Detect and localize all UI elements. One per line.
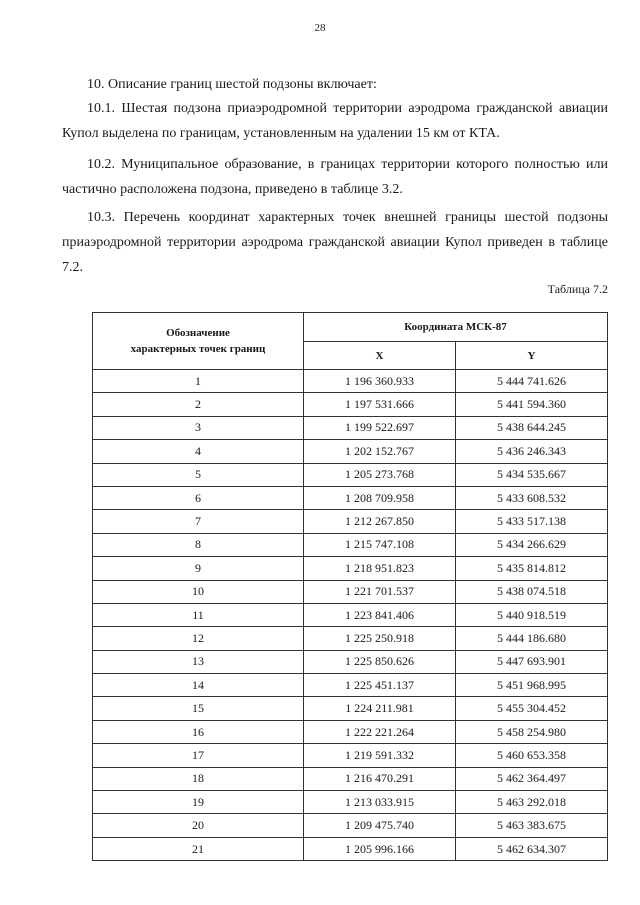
cell-y: 5 433 517.138 (456, 510, 608, 533)
cell-y: 5 458 254.980 (456, 720, 608, 743)
cell-point-number: 20 (93, 814, 304, 837)
cell-y: 5 462 364.497 (456, 767, 608, 790)
cell-point-number: 10 (93, 580, 304, 603)
cell-y: 5 444 741.626 (456, 370, 608, 393)
cell-y: 5 451 968.995 (456, 674, 608, 697)
cell-y: 5 440 918.519 (456, 603, 608, 626)
cell-x: 1 219 591.332 (304, 744, 456, 767)
cell-y: 5 438 074.518 (456, 580, 608, 603)
cell-y: 5 436 246.343 (456, 440, 608, 463)
paragraph-10-2 (62, 152, 608, 202)
cell-point-number: 15 (93, 697, 304, 720)
cell-point-number: 14 (93, 674, 304, 697)
table-row (93, 486, 608, 509)
cell-point-number: 12 (93, 627, 304, 650)
cell-y: 5 455 304.452 (456, 697, 608, 720)
coordinates-table (92, 312, 608, 861)
table-row (93, 533, 608, 556)
cell-x: 1 221 701.537 (304, 580, 456, 603)
paragraph-10-1 (62, 96, 608, 146)
header-name-line1: Обозначение (166, 327, 230, 339)
table-body (93, 370, 608, 861)
cell-x: 1 196 360.933 (304, 370, 456, 393)
cell-point-number: 2 (93, 393, 304, 416)
header-name-line2: характерных точек границ (130, 343, 266, 355)
cell-x: 1 225 451.137 (304, 674, 456, 697)
cell-point-number: 4 (93, 440, 304, 463)
header-point-designation (93, 313, 304, 370)
cell-x: 1 202 152.767 (304, 440, 456, 463)
cell-y: 5 441 594.360 (456, 393, 608, 416)
cell-x: 1 197 531.666 (304, 393, 456, 416)
cell-x: 1 225 250.918 (304, 627, 456, 650)
table-row (93, 814, 608, 837)
cell-x: 1 205 996.166 (304, 837, 456, 860)
cell-point-number: 3 (93, 416, 304, 439)
cell-point-number: 11 (93, 603, 304, 626)
table-row (93, 440, 608, 463)
paragraph-text: 10.1. Шестая подзона приаэродромной территории аэродрома гражданской авиации Купол выделена по границам, установленным на удалении 15 км от КТА. (62, 101, 608, 141)
paragraph-text: 10.2. Муниципальное образование, в границах территории которого полностью или частично расположена подзона, приведено в таблице 3.2. (62, 157, 608, 197)
cell-x: 1 225 850.626 (304, 650, 456, 673)
cell-y: 5 438 644.245 (456, 416, 608, 439)
table-row (93, 627, 608, 650)
table-row (93, 767, 608, 790)
cell-y: 5 463 383.675 (456, 814, 608, 837)
table-row (93, 580, 608, 603)
table-row (93, 697, 608, 720)
header-x: X (304, 342, 456, 370)
table-row (93, 557, 608, 580)
cell-x: 1 212 267.850 (304, 510, 456, 533)
cell-y: 5 463 292.018 (456, 791, 608, 814)
cell-x: 1 215 747.108 (304, 533, 456, 556)
cell-y: 5 433 608.532 (456, 486, 608, 509)
cell-y: 5 434 535.667 (456, 463, 608, 486)
cell-y: 5 434 266.629 (456, 533, 608, 556)
table-row (93, 720, 608, 743)
cell-y: 5 460 653.358 (456, 744, 608, 767)
table-caption: Таблица 7.2 (547, 282, 608, 296)
cell-point-number: 1 (93, 370, 304, 393)
cell-x: 1 199 522.697 (304, 416, 456, 439)
paragraph-text: 10. Описание границ шестой подзоны включает: (87, 77, 377, 92)
cell-x: 1 213 033.915 (304, 791, 456, 814)
table-row (93, 393, 608, 416)
header-y: Y (456, 342, 608, 370)
cell-point-number: 21 (93, 837, 304, 860)
cell-point-number: 6 (93, 486, 304, 509)
cell-point-number: 9 (93, 557, 304, 580)
cell-point-number: 13 (93, 650, 304, 673)
cell-y: 5 435 814.812 (456, 557, 608, 580)
cell-point-number: 18 (93, 767, 304, 790)
cell-x: 1 216 470.291 (304, 767, 456, 790)
cell-point-number: 16 (93, 720, 304, 743)
cell-x: 1 205 273.768 (304, 463, 456, 486)
cell-point-number: 17 (93, 744, 304, 767)
paragraph-10 (62, 72, 608, 97)
cell-y: 5 462 634.307 (456, 837, 608, 860)
cell-point-number: 5 (93, 463, 304, 486)
table-row (93, 791, 608, 814)
table-row (93, 510, 608, 533)
table-row (93, 463, 608, 486)
cell-x: 1 223 841.406 (304, 603, 456, 626)
table-row (93, 370, 608, 393)
table-row (93, 603, 608, 626)
cell-x: 1 209 475.740 (304, 814, 456, 837)
table-row (93, 650, 608, 673)
cell-point-number: 7 (93, 510, 304, 533)
table-row (93, 837, 608, 860)
cell-x: 1 208 709.958 (304, 486, 456, 509)
page-number: 28 (314, 22, 326, 34)
paragraph-text: 10.3. Перечень координат характерных точек внешней границы шестой подзоны приаэродромной территории аэродрома гражданской авиации Купол приведен в таблице 7.2. (62, 210, 608, 275)
header-coordinates: Координата МСК-87 (304, 313, 608, 342)
table-row (93, 416, 608, 439)
cell-x: 1 218 951.823 (304, 557, 456, 580)
table-row (93, 744, 608, 767)
cell-x: 1 222 221.264 (304, 720, 456, 743)
table-row (93, 674, 608, 697)
cell-point-number: 8 (93, 533, 304, 556)
cell-y: 5 447 693.901 (456, 650, 608, 673)
paragraph-10-3 (62, 205, 608, 280)
cell-x: 1 224 211.981 (304, 697, 456, 720)
cell-point-number: 19 (93, 791, 304, 814)
cell-y: 5 444 186.680 (456, 627, 608, 650)
